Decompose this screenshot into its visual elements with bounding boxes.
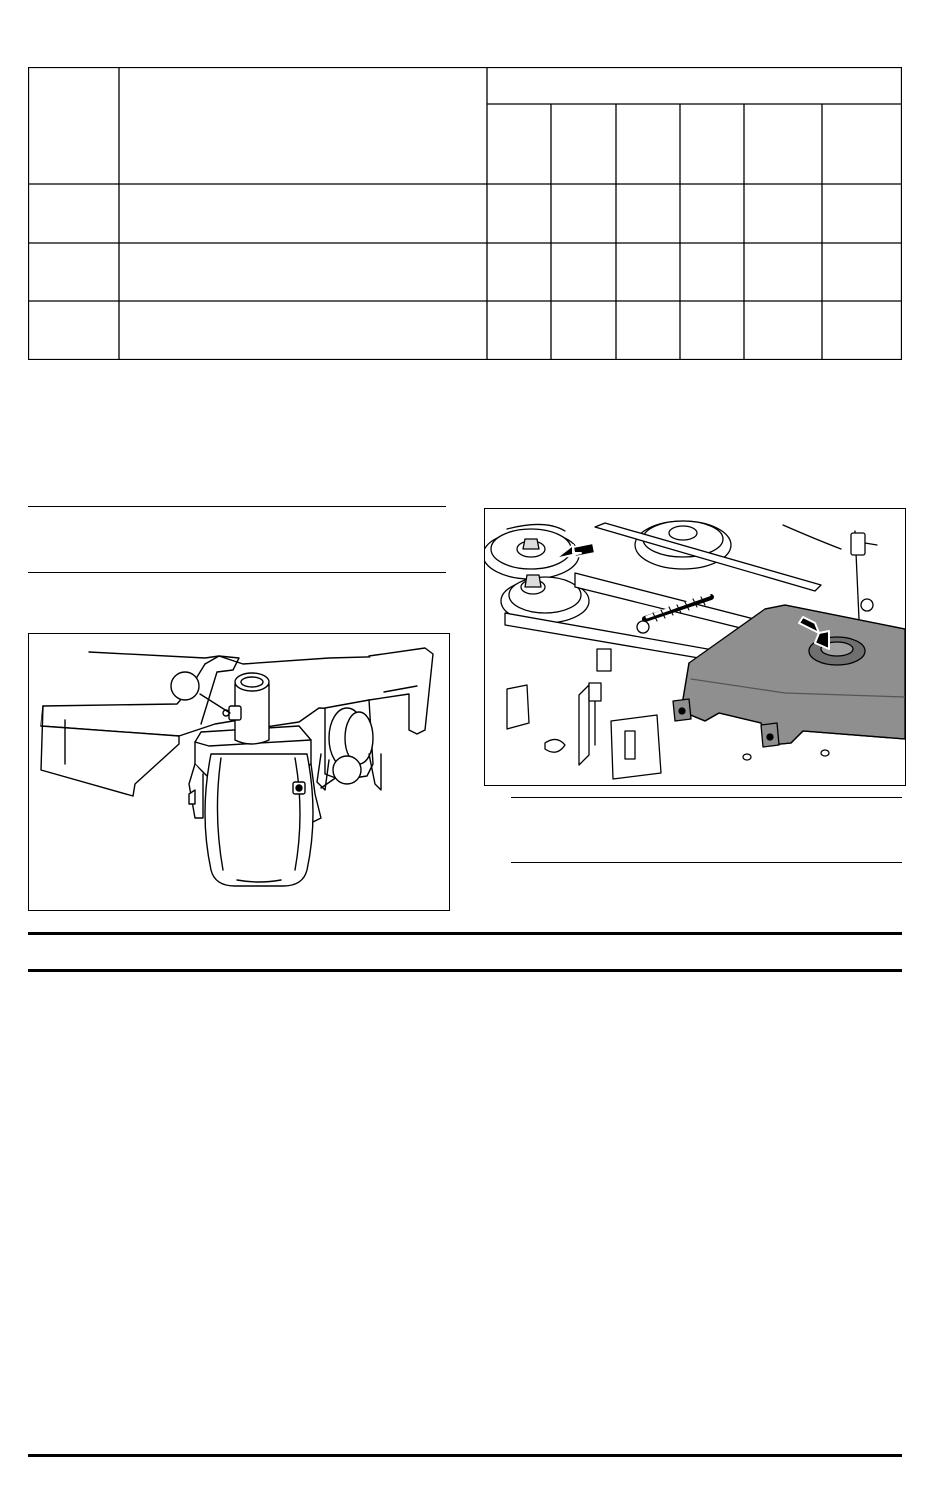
- caster-wheel-figure: [28, 633, 450, 911]
- footer-rule: [28, 1454, 902, 1457]
- maintenance-table: [28, 67, 902, 360]
- section-header-bottom-rule: [28, 969, 902, 972]
- caption-rule: [511, 862, 902, 863]
- section-header-top-rule: [28, 932, 902, 935]
- deck-belt-cover-illustration: [485, 509, 905, 785]
- section-rule: [28, 572, 446, 573]
- caster-wheel-illustration: [29, 634, 449, 910]
- section-rule: [28, 506, 446, 507]
- caption-rule: [511, 797, 902, 798]
- maintenance-table-grid: [28, 67, 902, 360]
- deck-belt-cover-figure: [484, 508, 906, 786]
